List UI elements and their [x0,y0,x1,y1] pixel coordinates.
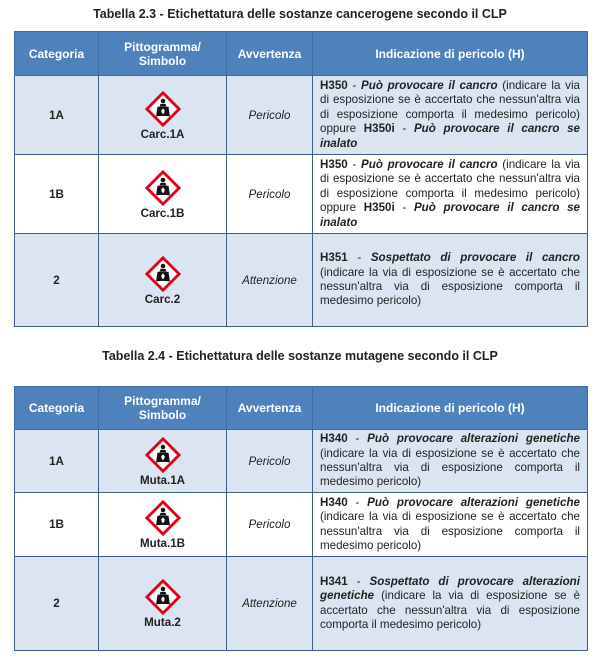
hazard-code: H340 [320,432,348,446]
hazard-note: (indicare la via di esposizione se è accertato che nessun'altra via di esposizione comporta il medesimo pericolo) [320,265,580,308]
hazard-text: Può provocare alterazioni genetiche [367,432,580,446]
signal-word-cell: Attenzione [227,557,313,651]
hazard-note: (indicare la via di esposizione se è accertato che nessun'altra via di esposizione comporta il medesimo pericolo) [320,589,580,631]
hazard-statement-cell [313,155,588,234]
hazard-statement-cell [313,76,588,155]
pictogram-cell [99,155,227,234]
pictogram-cell [99,557,227,651]
table-header-row [15,32,588,76]
table-row [15,493,588,557]
signal-word-cell: Pericolo [227,76,313,155]
pictogram-cell [99,234,227,327]
pictogram-code: Muta.1A [139,473,186,487]
health-hazard-pictogram-icon [144,436,182,474]
pictogram-code: Muta.2 [144,616,181,629]
health-hazard-pictogram-icon [144,578,182,616]
header-pittogramma: Pittogramma/ Simbolo [99,387,227,430]
header-categoria: Categoria [15,387,99,430]
hazard-text-alt: Può provocare il cancro se inalato [320,122,580,150]
hazard-code: H350 [320,78,348,92]
pictogram-code: Carc.2 [144,292,181,306]
hazard-statement-cell [313,430,588,493]
health-hazard-pictogram-icon [144,255,182,293]
hazard-text-alt: Può provocare il cancro se inalato [320,201,580,229]
table-row [15,234,588,327]
header-categoria: Categoria [15,32,99,76]
separator: - [347,251,371,265]
hazard-code: H350 [320,157,348,171]
header-avvertenza: Avvertenza [227,387,313,430]
table-row [15,557,588,651]
hazard-statement-cell [313,493,588,557]
pictogram-cell [99,430,227,493]
pictogram-cell [99,76,227,155]
mutagen-labelling-table [14,386,588,651]
table-caption-mutagens: Tabella 2.4 - Etichettatura delle sostanze mutagene secondo il CLP [102,349,498,363]
table-row [15,430,588,493]
hazard-code: H340 [320,495,348,509]
hazard-note: (indicare la via di esposizione se è accertato che nessun'altra via di esposizione comporta il medesimo pericolo) oppure [320,78,580,136]
category-cell: 1B [15,155,99,234]
header-indicazione: Indicazione di pericolo (H) [313,387,588,430]
health-hazard-pictogram-icon [144,169,182,207]
health-hazard-pictogram-icon [144,90,182,128]
hazard-note: (indicare la via di esposizione se è accertato che nessun'altra via di esposizione comporta il medesimo pericolo) [320,510,580,552]
hazard-code: H351 [320,251,348,265]
hazard-text: Può provocare il cancro [361,78,498,92]
hazard-note: (indicare la via di esposizione se è accertato che nessun'altra via di esposizione comporta il medesimo pericolo) [320,446,580,489]
separator: - [347,574,370,588]
category-cell: 1A [15,76,99,155]
pictogram-code: Carc.1B [140,206,185,220]
signal-word-cell: Pericolo [227,155,313,234]
hazard-text: Sospettato di provocare alterazioni genetiche [320,574,580,603]
category-cell: 2 [15,234,99,327]
header-indicazione: Indicazione di pericolo (H) [313,32,588,76]
category-cell: 1B [15,493,99,557]
pictogram-cell [99,493,227,557]
signal-word-cell: Pericolo [227,493,313,557]
separator: - [394,122,414,136]
hazard-code-alt: H350i [363,122,395,136]
hazard-text: Può provocare alterazioni genetiche [367,495,580,509]
header-pittogramma: Pittogramma/ Simbolo [99,32,227,76]
separator: - [347,495,368,509]
separator: - [347,432,368,446]
separator: - [347,157,361,171]
pictogram-code: Muta.1B [139,537,186,550]
signal-word-cell: Attenzione [227,234,313,327]
carcinogen-labelling-table [14,31,588,327]
category-cell: 1A [15,430,99,493]
table-header-row [15,387,588,430]
hazard-code-alt: H350i [363,201,395,215]
hazard-statement-cell [313,557,588,651]
health-hazard-pictogram-icon [144,499,182,537]
separator: - [347,78,361,92]
table-caption-carcinogens: Tabella 2.3 - Etichettatura delle sostanze cancerogene secondo il CLP [93,7,507,21]
hazard-code: H341 [320,574,348,588]
hazard-note: (indicare la via di esposizione se è accertato che nessun'altra via di esposizione comporta il medesimo pericolo) oppure [320,157,580,215]
signal-word-cell: Pericolo [227,430,313,493]
pictogram-code: Carc.1A [140,127,185,141]
table-row [15,76,588,155]
table-row [15,155,588,234]
separator: - [394,201,414,215]
header-avvertenza: Avvertenza [227,32,313,76]
hazard-text: Sospettato di provocare il cancro [370,251,580,265]
category-cell: 2 [15,557,99,651]
hazard-text: Può provocare il cancro [361,157,498,171]
hazard-statement-cell [313,234,588,327]
